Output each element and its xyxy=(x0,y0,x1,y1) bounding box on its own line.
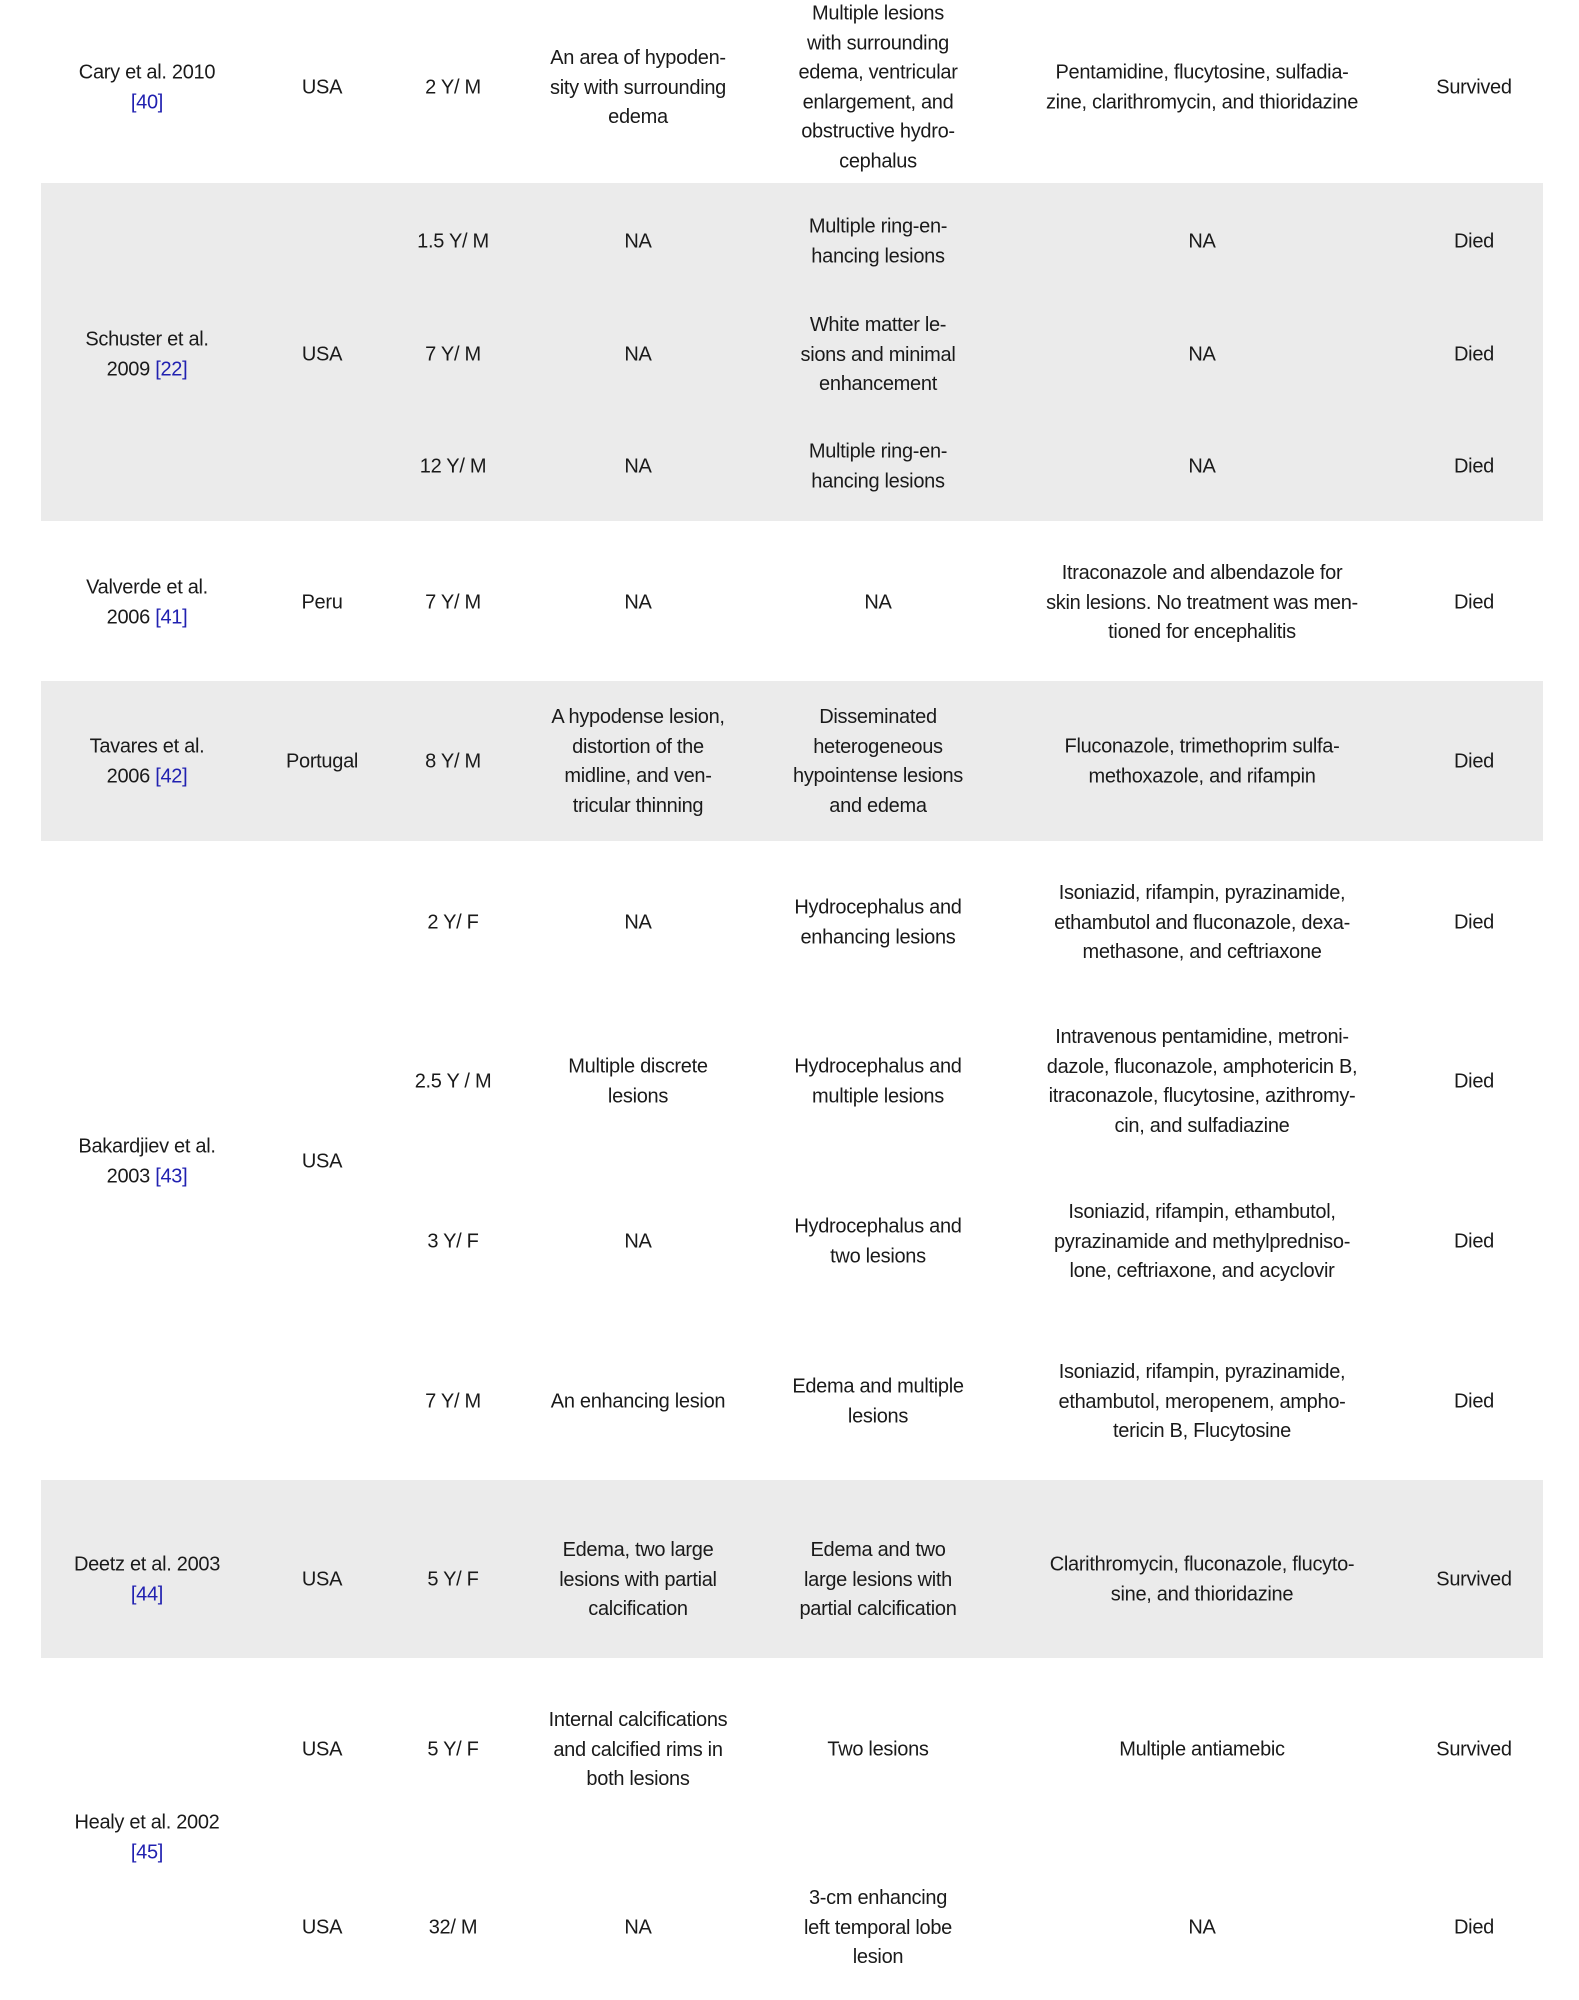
mri-findings xyxy=(827,1735,928,1765)
age-sex: 3 Y/ F xyxy=(427,1230,479,1253)
mri-findings xyxy=(799,1536,956,1625)
study-name-text: Bakardjiev et al. xyxy=(78,1135,216,1158)
study-name-text: 2006 xyxy=(106,765,150,787)
cell-line: NA xyxy=(624,455,652,478)
cell-line: lesions xyxy=(607,1085,669,1107)
study-name-line xyxy=(85,326,208,356)
cell-line: Multiple ring-en- xyxy=(808,440,948,463)
ct-findings xyxy=(624,227,651,257)
mri-findings xyxy=(792,1373,963,1432)
cell-line: Hydrocephalus and xyxy=(794,1055,962,1078)
ct-findings xyxy=(549,1706,728,1795)
cell-line: An enhancing lesion xyxy=(550,1390,726,1413)
outcome: Died xyxy=(1454,911,1494,934)
cell-line: Edema, two large xyxy=(562,1538,714,1561)
study-name-text: Deetz et al. 2003 xyxy=(73,1553,221,1576)
cell-line: tericin B, Flucytosine xyxy=(1113,1419,1291,1442)
mri-findings xyxy=(809,213,947,272)
cell-line: multiple lesions xyxy=(812,1085,944,1107)
cell-line: edema, ventricular xyxy=(798,61,958,84)
study-name-line xyxy=(75,1838,220,1868)
cell-line: pyrazinamide and methylpredniso- xyxy=(1053,1230,1351,1253)
mri-findings xyxy=(794,1213,961,1272)
cell-line: obstructive hydro- xyxy=(801,120,955,143)
cell-line: dazole, fluconazole, amphotericin B, xyxy=(1046,1055,1358,1078)
cell-line: sine, and thioridazine xyxy=(1110,1583,1294,1605)
cell-line: hancing lesions xyxy=(811,470,945,492)
country: USA xyxy=(301,1916,343,1939)
study-name-line xyxy=(78,1133,215,1163)
study-name-text: Cary et al. 2010 xyxy=(78,61,216,84)
ct-findings xyxy=(624,452,651,482)
mri-findings xyxy=(804,1884,952,1973)
study-name-line xyxy=(90,762,205,792)
cell-line: zine, clarithromycin, and thioridazine xyxy=(1045,91,1359,113)
study-name-text: 2003 xyxy=(106,1165,150,1187)
outcome: Died xyxy=(1454,750,1494,773)
cell-line: tricular thinning xyxy=(572,794,704,817)
cell-line: skin lesions. No treatment was men- xyxy=(1046,591,1358,614)
study-citation xyxy=(79,59,215,118)
outcome: Died xyxy=(1454,1916,1494,1939)
ct-findings xyxy=(551,703,724,821)
study-name-line xyxy=(75,1809,220,1839)
cell-line: and calcified rims in xyxy=(553,1738,723,1761)
treatment xyxy=(1047,1023,1358,1141)
treatment xyxy=(1188,227,1215,257)
cell-line: NA xyxy=(624,230,652,253)
ct-findings xyxy=(624,908,651,938)
cell-line: left temporal lobe xyxy=(803,1916,953,1939)
cell-line: Pentamidine, flucytosine, sulfadia- xyxy=(1055,61,1349,84)
cell-line: cephalus xyxy=(839,150,917,172)
cell-line: NA xyxy=(1188,455,1216,478)
cell-line: tioned for encephalitis xyxy=(1108,620,1296,643)
country: USA xyxy=(301,76,343,99)
treatment xyxy=(1065,733,1340,792)
outcome: Died xyxy=(1454,591,1494,614)
mri-findings xyxy=(864,588,891,618)
treatment xyxy=(1046,559,1358,648)
age-sex: 1.5 Y/ M xyxy=(417,230,489,253)
cell-line: ethambutol and fluconazole, dexa- xyxy=(1054,911,1350,934)
cell-line: lesion xyxy=(852,1945,904,1968)
mri-findings xyxy=(794,1053,961,1112)
cell-line: NA xyxy=(624,1916,652,1939)
cell-line: White matter le- xyxy=(809,313,947,336)
cell-line: lesions xyxy=(847,1405,909,1427)
treatment xyxy=(1188,1913,1215,1943)
cell-line: NA xyxy=(624,911,652,934)
country: USA xyxy=(301,1738,343,1761)
ct-findings xyxy=(624,1913,651,1943)
country: USA xyxy=(301,1568,343,1591)
cell-line: edema xyxy=(608,105,668,128)
mri-findings xyxy=(793,703,963,821)
treatment xyxy=(1058,1358,1345,1447)
mri-findings xyxy=(801,311,956,400)
study-name-line xyxy=(78,1162,215,1192)
outcome: Died xyxy=(1454,1070,1494,1093)
study-name-line xyxy=(74,1551,220,1581)
treatment xyxy=(1188,340,1215,370)
ct-findings xyxy=(568,1053,707,1112)
age-sex: 12 Y/ M xyxy=(419,455,487,478)
study-citation xyxy=(90,733,205,792)
ct-findings xyxy=(551,1387,725,1417)
study-name-text: Schuster et al. xyxy=(85,328,209,351)
age-sex: 32/ M xyxy=(428,1916,478,1939)
country: USA xyxy=(301,1150,343,1173)
cell-line: Multiple lesions xyxy=(812,2,944,25)
cell-line: heterogeneous xyxy=(813,735,943,758)
study-name-text: Valverde et al. xyxy=(86,576,208,599)
cell-line: hypointense lesions xyxy=(793,765,963,787)
treatment xyxy=(1046,59,1358,118)
cell-line: Clarithromycin, fluconazole, flucyto- xyxy=(1049,1553,1355,1576)
reference-link[interactable]: [40] xyxy=(130,91,164,113)
mri-findings xyxy=(794,894,961,953)
cell-line: NA xyxy=(624,1230,652,1253)
cell-line: NA xyxy=(1188,1916,1216,1939)
cell-line: Hydrocephalus and xyxy=(794,896,962,919)
cell-line: A hypodense lesion, xyxy=(551,706,725,728)
cell-line: Fluconazole, trimethoprim sulfa- xyxy=(1064,735,1340,758)
study-citation xyxy=(78,1133,215,1192)
age-sex: 2.5 Y / M xyxy=(414,1070,492,1093)
age-sex: 7 Y/ M xyxy=(425,1390,481,1413)
cell-line: NA xyxy=(1188,343,1216,366)
cell-line: and edema xyxy=(829,794,927,817)
reference-link[interactable]: [22] xyxy=(155,358,188,380)
cell-line: sions and minimal xyxy=(800,343,956,366)
cell-line: Disseminated xyxy=(819,706,937,728)
cell-line: midline, and ven- xyxy=(564,765,712,787)
study-name-line xyxy=(74,1580,220,1610)
cell-line: 3-cm enhancing xyxy=(808,1886,948,1909)
cell-line: NA xyxy=(864,591,892,614)
ct-findings xyxy=(624,588,651,618)
cell-line: Edema and two xyxy=(810,1538,946,1561)
cell-line: both lesions xyxy=(586,1767,690,1790)
age-sex: 5 Y/ F xyxy=(427,1568,479,1591)
outcome: Died xyxy=(1454,230,1494,253)
cell-line: hancing lesions xyxy=(811,245,945,267)
cell-line: Two lesions xyxy=(827,1738,929,1761)
outcome: Survived xyxy=(1436,1568,1512,1591)
cell-line: two lesions xyxy=(830,1245,926,1267)
mri-findings xyxy=(798,0,957,177)
cell-line: Itraconazole and albendazole for xyxy=(1061,561,1343,584)
outcome: Died xyxy=(1454,455,1494,478)
cell-line: calcification xyxy=(588,1597,688,1620)
treatment xyxy=(1054,1198,1350,1287)
cell-line: enhancing lesions xyxy=(800,926,956,948)
cell-line: Isoniazid, rifampin, pyrazinamide, xyxy=(1058,881,1346,904)
study-name-line xyxy=(90,733,205,763)
cell-line: enhancement xyxy=(819,372,937,395)
ct-findings xyxy=(559,1536,716,1625)
outcome: Died xyxy=(1454,1230,1494,1253)
cell-line: An area of hypoden- xyxy=(550,46,726,69)
study-citation xyxy=(75,1809,220,1868)
study-name-text: Healy et al. 2002 xyxy=(74,1811,220,1834)
reference-link[interactable]: [42] xyxy=(155,765,188,787)
outcome: Died xyxy=(1454,1390,1494,1413)
outcome: Survived xyxy=(1436,1738,1512,1761)
cell-line: methoxazole, and rifampin xyxy=(1088,765,1316,787)
study-citation xyxy=(85,326,208,385)
reference-link[interactable]: [41] xyxy=(155,606,188,628)
cell-line: Internal calcifications xyxy=(548,1708,728,1731)
study-citation xyxy=(74,1551,220,1610)
cell-line: partial calcification xyxy=(799,1597,957,1620)
study-name-line xyxy=(86,574,208,604)
study-name-text: Tavares et al. xyxy=(89,735,205,758)
cell-line: enlargement, and xyxy=(802,91,954,113)
study-name-text: 2006 xyxy=(106,606,150,628)
cell-line: ethambutol, meropenem, ampho- xyxy=(1058,1390,1346,1413)
study-name-line xyxy=(85,355,208,385)
cell-line: Hydrocephalus and xyxy=(794,1215,962,1238)
study-name-text: 2009 xyxy=(106,358,150,380)
cell-line: NA xyxy=(624,591,652,614)
country: Portugal xyxy=(285,750,359,773)
reference-link[interactable]: [43] xyxy=(155,1165,188,1187)
cell-line: Multiple discrete xyxy=(568,1055,708,1078)
cell-line: lone, ceftriaxone, and acyclovir xyxy=(1069,1259,1335,1282)
cell-line: NA xyxy=(1188,230,1216,253)
cell-line: with surrounding xyxy=(807,32,949,54)
cell-line: large lesions with xyxy=(803,1568,953,1591)
country: Peru xyxy=(301,591,343,614)
cell-line: sity with surrounding xyxy=(549,76,727,99)
cell-line: Intravenous pentamidine, metroni- xyxy=(1055,1026,1349,1048)
cell-line: Multiple ring-en- xyxy=(808,215,948,238)
treatment xyxy=(1050,1551,1355,1610)
study-name-line xyxy=(86,603,208,633)
cell-line: Isoniazid, rifampin, ethambutol, xyxy=(1068,1200,1336,1223)
age-sex: 7 Y/ M xyxy=(425,591,481,614)
age-sex: 2 Y/ M xyxy=(425,76,481,99)
country: USA xyxy=(301,343,343,366)
cell-line: distortion of the xyxy=(572,735,704,758)
cell-line: Multiple antiamebic xyxy=(1119,1738,1285,1761)
cell-line: itraconazole, flucytosine, azithromy- xyxy=(1048,1085,1356,1107)
treatment xyxy=(1188,452,1215,482)
reference-link[interactable]: [44] xyxy=(130,1583,164,1605)
outcome: Survived xyxy=(1436,76,1512,99)
reference-link[interactable]: [45] xyxy=(130,1841,164,1863)
treatment xyxy=(1054,879,1350,968)
ct-findings xyxy=(624,1227,651,1257)
cell-line: NA xyxy=(624,343,652,366)
cell-line: cin, and sulfadiazine xyxy=(1114,1114,1290,1137)
cell-line: Isoniazid, rifampin, pyrazinamide, xyxy=(1058,1360,1346,1383)
age-sex: 5 Y/ F xyxy=(427,1738,479,1761)
cell-line: Edema and multiple xyxy=(792,1375,964,1398)
age-sex: 2 Y/ F xyxy=(427,911,479,934)
age-sex: 7 Y/ M xyxy=(425,343,481,366)
study-name-line xyxy=(79,88,215,118)
ct-findings xyxy=(624,340,651,370)
study-citation xyxy=(86,574,208,633)
treatment xyxy=(1119,1735,1285,1765)
cell-line: lesions with partial xyxy=(559,1568,717,1591)
outcome: Died xyxy=(1454,343,1494,366)
ct-findings xyxy=(550,44,726,133)
study-name-line xyxy=(79,59,215,89)
cell-line: methasone, and ceftriaxone xyxy=(1082,940,1322,963)
shaded-row-band xyxy=(41,183,1543,521)
age-sex: 8 Y/ M xyxy=(425,750,481,773)
mri-findings xyxy=(809,438,947,497)
